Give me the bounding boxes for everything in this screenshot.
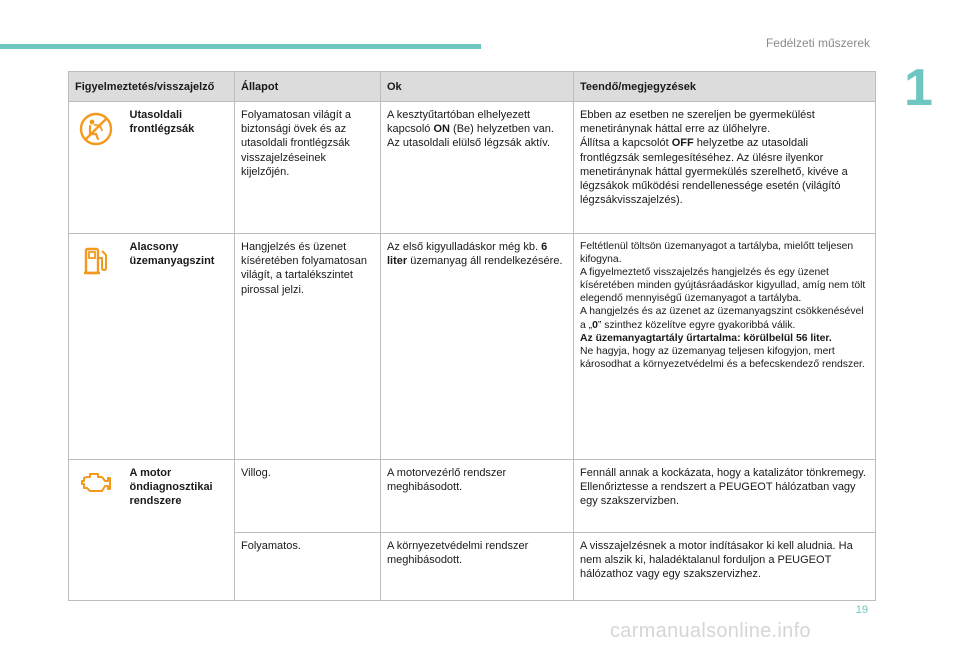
column-header-state: Állapot [235,72,381,102]
state-text: Folyamatosan világít a biztonsági övek és az utasoldali frontlégzsák visszajelzéseinek kijelzőjén. [235,102,381,234]
column-header-cause: Ok [381,72,574,102]
section-title: Fedélzeti műszerek [765,36,870,50]
column-header-warning: Figyelmeztetés/visszajelző [69,72,235,102]
cause-text: A környezetvédelmi rendszer meghibásodott. [381,533,574,601]
table-row [69,234,876,460]
column-header-action: Teendő/megjegyzések [574,72,876,102]
table-header-row [69,72,876,102]
warning-lights-table [68,71,876,601]
icon-cell [69,234,124,460]
state-text: Villog. [235,460,381,533]
engine-check-icon [75,470,118,496]
header-accent-bar [0,44,481,49]
action-text: Feltétlenül töltsön üzemanyagot a tartályba, mielőtt teljesen kifogyna. A figyelmeztető visszajelzés hangjelzés és egy üzenet kíséretében minden gyújtásráadáskor kigyullad, amíg nem tölt elegendő mennyiségű üzemanyagot a tartályba. A hangjelzés és az üzenet az üzemanyagszint csökkenésével a „0” szinthez közelítve egyre gyakoribbá válik. Az üzemanyagtartály űrtartalma: körülbelül 56 liter. Ne hagyja, hogy az üzemanyag teljesen kifogyjon, mert károsodhat a környezetvédelmi és a befecskendező rendszer. [574,234,876,460]
action-text: Fennáll annak a kockázata, hogy a katalizátor tönkremegy. Ellenőriztesse a rendszert a PEUGEOT hálózatban vagy egy szakszervizben. [574,460,876,533]
page-number: 19 [855,604,868,616]
cause-text: A motorvezérlő rendszer meghibásodott. [381,460,574,533]
warning-name: A motor öndiagnosztikai rendszere [124,460,235,601]
state-text: Hangjelzés és üzenet kíséretében folyamatosan világít, a tartalékszintet pirossal jelzi. [235,234,381,460]
airbag-off-icon [75,112,118,146]
chapter-number: 1 [904,59,933,117]
table-row [69,102,876,234]
table-row [69,460,876,533]
action-text: A visszajelzésnek a motor indításakor ki kell aludnia. Ha nem alszik ki, haladéktalanul forduljon a PEUGEOT hálózathoz vagy egy szakszervizhez. [574,533,876,601]
cause-text: A kesztyűtartóban elhelyezett kapcsoló ON (Be) helyzetben van. Az utasoldali elülső légzsák aktív. [381,102,574,234]
state-text: Folyamatos. [235,533,381,601]
warning-name: Utasoldali frontlégzsák [124,102,235,234]
cause-text: Az első kigyulladáskor még kb. 6 liter üzemanyag áll rendelkezésére. [381,234,574,460]
action-text: Ebben az esetben ne szereljen be gyermekülést menetiránynak háttal erre az ülőhelyre. Állítsa a kapcsolót OFF helyzetbe az utasoldali frontlégzsák semlegesítéséhez. Az ülésre ilyenkor menetiránynak háttal gyermekülés szerelhető, kivéve a légzsákok működési rendellenessége esetén (világító légzsákvisszajelzés). [574,102,876,234]
icon-cell [69,102,124,234]
fuel-pump-icon [75,244,118,278]
warning-name: Alacsony üzemanyagszint [124,234,235,460]
icon-cell [69,460,124,601]
watermark: carmanualsonline.info [610,620,811,642]
